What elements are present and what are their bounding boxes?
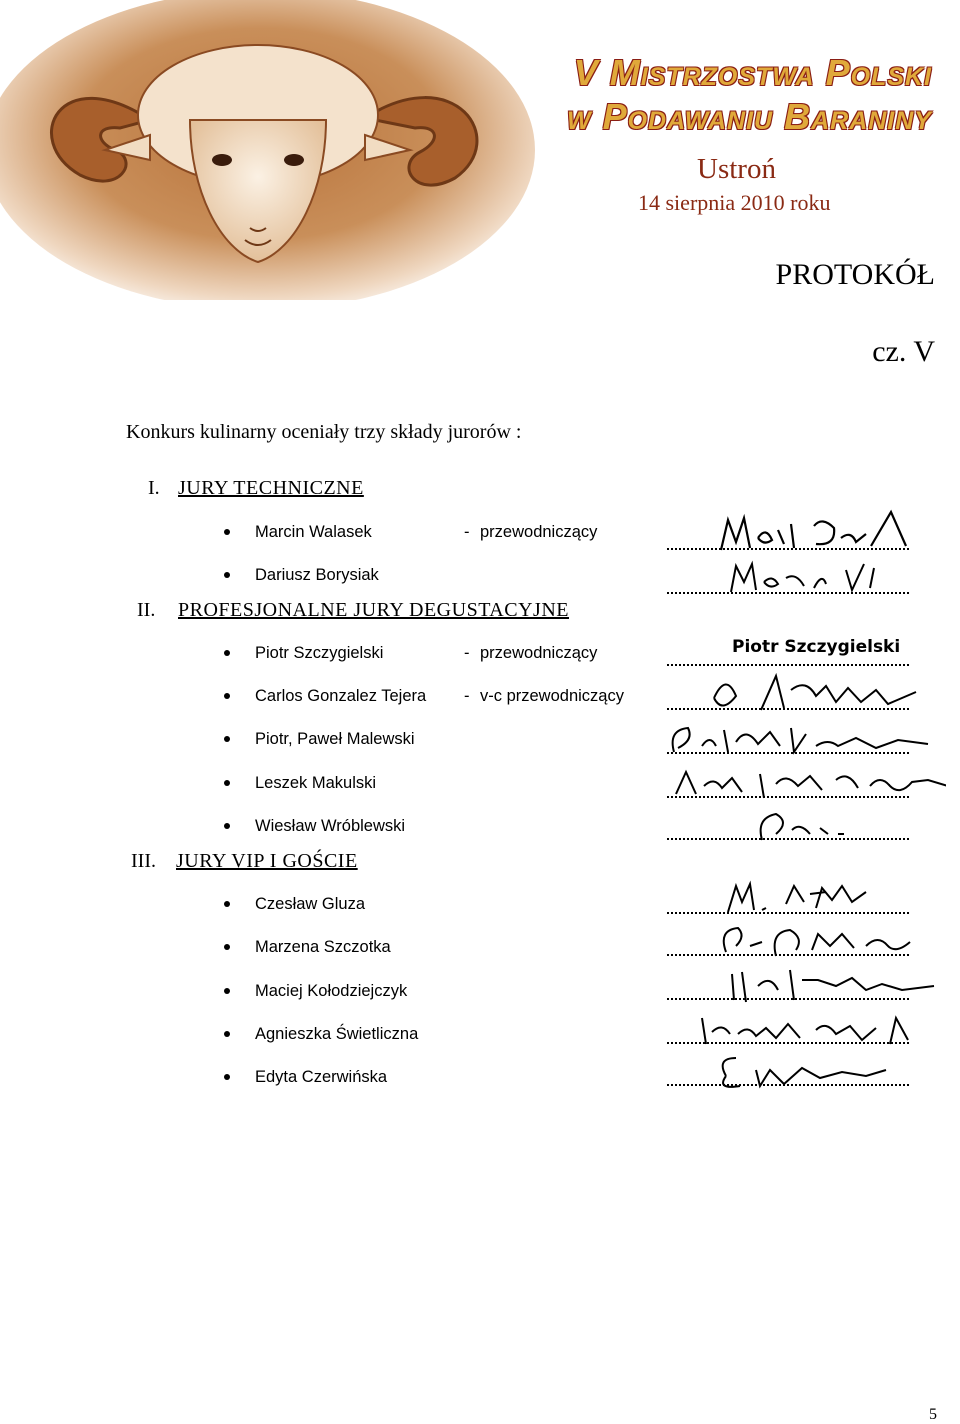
intro-text: Konkurs kulinarny oceniały trzy składy jurorów : <box>126 421 522 443</box>
signature-tejera <box>666 668 946 718</box>
member-name: Piotr Szczygielski <box>255 644 384 662</box>
bullet-icon <box>224 944 230 950</box>
member-name: Agnieszka Świetliczna <box>255 1025 419 1043</box>
member-name: Piotr, Paweł Malewski <box>255 730 415 748</box>
section-title: JURY VIP I GOŚCIE <box>176 850 358 872</box>
document-title: PROTOKÓŁ <box>775 258 935 291</box>
bullet-icon <box>224 572 230 578</box>
member-role: v-c przewodniczący <box>480 687 624 705</box>
svg-text:Piotr Szczygielski: Piotr Szczygielski <box>732 637 901 657</box>
signature-malewski <box>666 712 946 762</box>
member-name: Marzena Szczotka <box>255 938 391 956</box>
section-title: PROFESJONALNE JURY DEGUSTACYJNE <box>178 599 569 621</box>
bullet-icon <box>224 693 230 699</box>
member-name: Maciej Kołodziejczyk <box>255 982 408 1000</box>
section-heading <box>148 477 364 500</box>
member-role: przewodniczący <box>480 523 598 541</box>
section-heading <box>131 850 358 873</box>
event-title-line-1: V Mistrzostwa Polski <box>573 52 932 93</box>
member-name: Edyta Czerwińska <box>255 1068 388 1086</box>
signature-wroblewski <box>666 800 946 850</box>
event-city: Ustroń <box>697 153 776 185</box>
section-heading <box>137 599 569 622</box>
bullet-icon <box>224 736 230 742</box>
bullet-icon <box>224 650 230 656</box>
signature-gluza <box>666 872 946 922</box>
member-name: Dariusz Borysiak <box>255 566 379 584</box>
section-number: I. <box>148 477 160 499</box>
event-date: 14 sierpnia 2010 roku <box>638 190 831 215</box>
signature-walasek <box>666 508 946 558</box>
member-name: Wiesław Wróblewski <box>255 817 406 835</box>
document-part: cz. V <box>872 335 935 368</box>
member-name: Carlos Gonzalez Tejera <box>255 687 427 705</box>
section-title: JURY TECHNICZNE <box>178 477 364 499</box>
member-dash: - <box>464 644 470 662</box>
section-number: II. <box>137 599 156 621</box>
signature-kolodziejczyk <box>666 960 946 1010</box>
ram-illustration <box>0 0 560 300</box>
signature-borysiak <box>666 552 946 602</box>
signature-makulski <box>666 756 946 806</box>
member-name: Czesław Gluza <box>255 895 366 913</box>
member-role: przewodniczący <box>480 644 598 662</box>
signature-szczotka <box>666 916 946 966</box>
bullet-icon <box>224 780 230 786</box>
bullet-icon <box>224 1074 230 1080</box>
member-dash: - <box>464 523 470 541</box>
signature-czerwinska <box>666 1046 946 1096</box>
event-title-line-2: w Podawaniu Baraniny <box>566 96 932 137</box>
bullet-icon <box>224 988 230 994</box>
member-name: Marcin Walasek <box>255 523 372 541</box>
bullet-icon <box>224 823 230 829</box>
member-dash: - <box>464 687 470 705</box>
member-name: Leszek Makulski <box>255 774 377 792</box>
section-number: III. <box>131 850 156 872</box>
signature-szczygielski <box>666 622 946 672</box>
bullet-icon <box>224 1031 230 1037</box>
page-number: 5 <box>929 1406 937 1423</box>
bullet-icon <box>224 901 230 907</box>
bullet-icon <box>224 529 230 535</box>
